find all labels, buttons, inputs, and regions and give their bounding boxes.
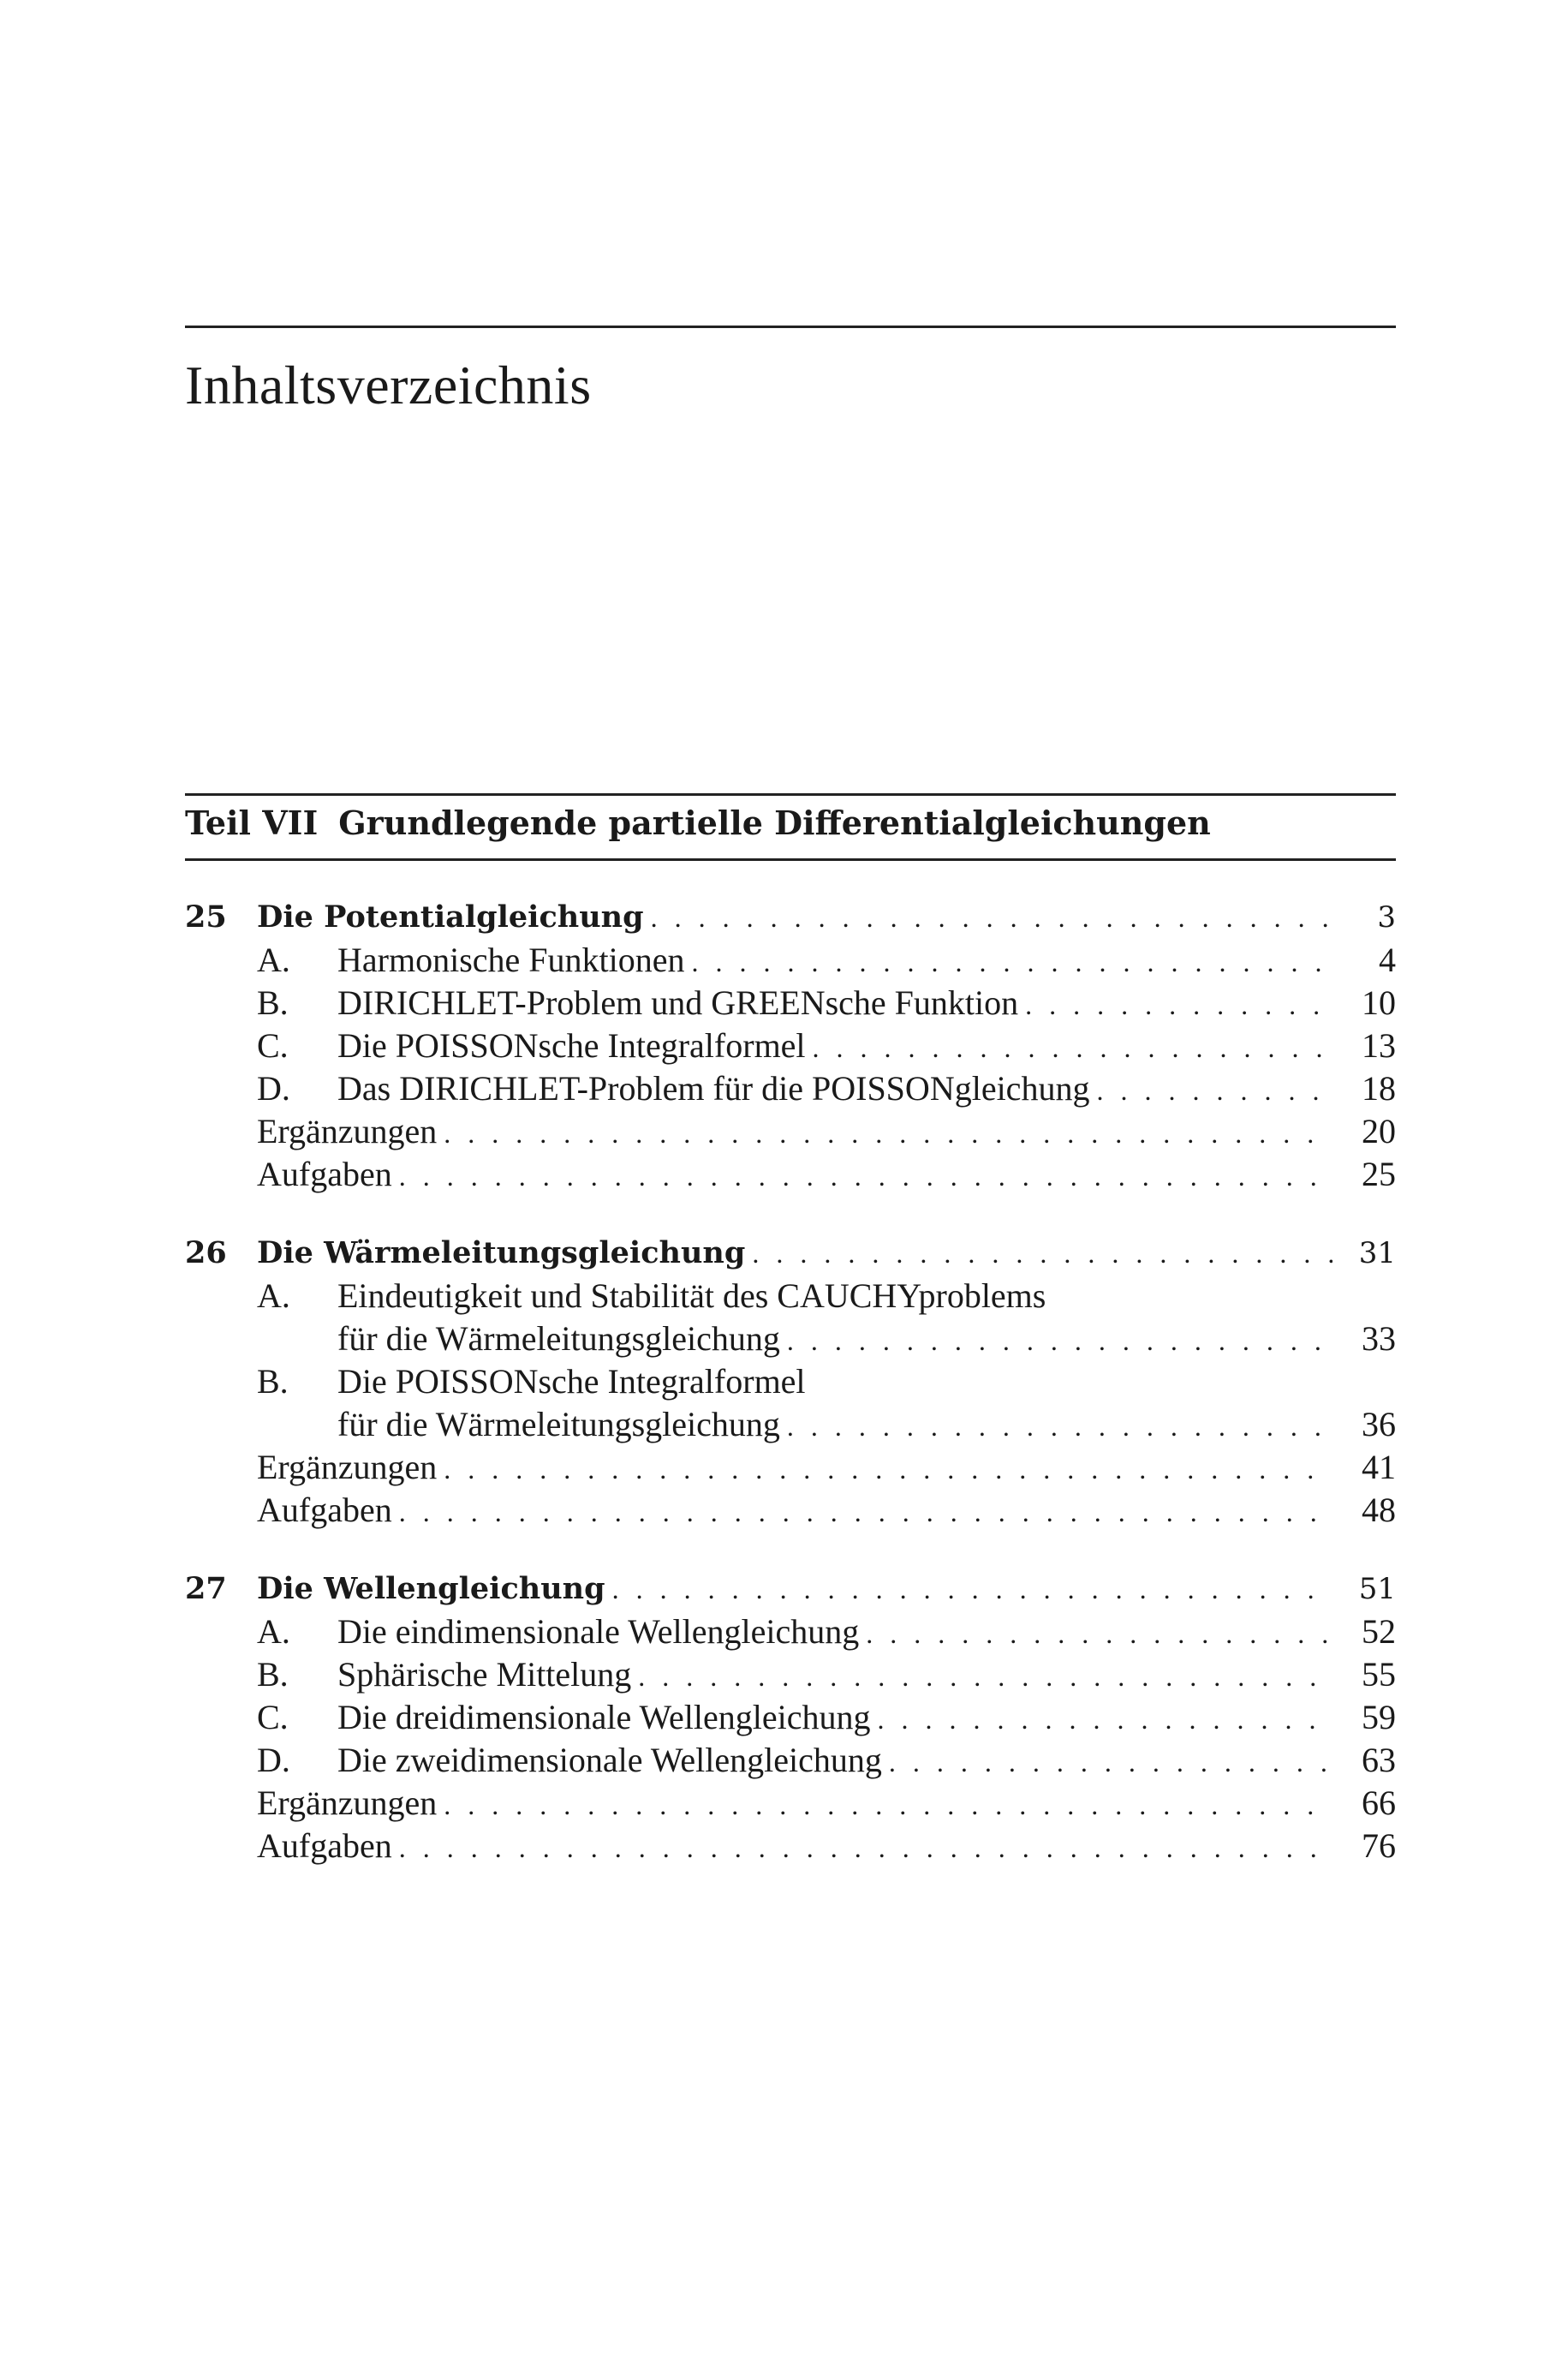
toc-entry[interactable] xyxy=(185,1782,1396,1825)
part-heading xyxy=(185,804,1211,842)
page-number: 36 xyxy=(1362,1405,1396,1443)
page-number: 18 xyxy=(1362,1069,1396,1108)
dot-leader xyxy=(399,1491,1333,1533)
toc-entry[interactable] xyxy=(185,1739,1396,1782)
dot-leader xyxy=(444,1784,1333,1826)
page-number: 41 xyxy=(1362,1448,1396,1486)
dot-leader xyxy=(612,1568,1333,1610)
page-number: 33 xyxy=(1362,1319,1396,1358)
page-number: 48 xyxy=(1362,1491,1396,1529)
dot-leader xyxy=(752,1232,1333,1275)
dot-leader xyxy=(638,1655,1333,1698)
extra-title: Ergänzungen xyxy=(257,1784,438,1822)
toc-entry[interactable] xyxy=(185,1446,1396,1489)
section-title: DIRICHLET-Problem und GREENsche Funktion xyxy=(337,983,1019,1022)
toc-entry-continuation[interactable] xyxy=(185,1403,1396,1446)
toc-entry[interactable] xyxy=(185,1025,1396,1067)
extra-title: Ergänzungen xyxy=(257,1112,438,1150)
page-title: Inhaltsverzeichnis xyxy=(185,355,592,415)
toc-entry[interactable] xyxy=(185,1275,1396,1317)
chapter-number: 26 xyxy=(185,1235,227,1270)
chapter-26 xyxy=(185,1232,1396,1532)
section-title: Die POISSONsche Integralformel xyxy=(337,1026,806,1065)
section-letter: C. xyxy=(257,1026,289,1065)
toc-entry[interactable] xyxy=(185,1489,1396,1532)
section-title: Die POISSONsche Integralformel xyxy=(337,1362,806,1401)
toc-entry-continuation[interactable] xyxy=(185,1317,1396,1360)
page-number: 76 xyxy=(1362,1826,1396,1865)
toc-entry[interactable] xyxy=(185,1153,1396,1196)
page-number: 63 xyxy=(1362,1741,1396,1779)
section-letter: B. xyxy=(257,1655,289,1694)
part-top-rule xyxy=(185,793,1396,796)
page-number: 13 xyxy=(1362,1026,1396,1065)
chapter-title: Die Potentialgleichung xyxy=(257,899,644,935)
extra-title: Aufgaben xyxy=(257,1826,392,1865)
chapter-25 xyxy=(185,896,1396,1196)
dot-leader xyxy=(878,1698,1333,1741)
part-title: Grundlegende partielle Differentialgleichungen xyxy=(338,804,1211,842)
page-number: 20 xyxy=(1362,1112,1396,1150)
dot-leader xyxy=(399,1155,1333,1198)
page-number: 31 xyxy=(1358,1236,1396,1270)
extra-title: Aufgaben xyxy=(257,1155,392,1193)
page-number: 51 xyxy=(1358,1572,1396,1606)
dot-leader xyxy=(787,1405,1333,1448)
dot-leader xyxy=(692,941,1333,983)
section-title-continuation: für die Wärmeleitungsgleichung xyxy=(337,1405,780,1443)
toc-entry[interactable] xyxy=(185,982,1396,1025)
section-letter: C. xyxy=(257,1698,289,1736)
dot-leader xyxy=(866,1612,1333,1655)
extra-title: Ergänzungen xyxy=(257,1448,438,1486)
section-title: Die zweidimensionale Wellengleichung xyxy=(337,1741,882,1779)
toc-entry[interactable] xyxy=(185,1067,1396,1110)
section-title: Eindeutigkeit und Stabilität des CAUCHYproblems xyxy=(337,1276,1046,1315)
part-bottom-rule xyxy=(185,858,1396,861)
dot-leader xyxy=(1025,983,1333,1026)
page-number: 10 xyxy=(1362,983,1396,1022)
section-title: Sphärische Mittelung xyxy=(337,1655,632,1694)
part-label: Teil VII xyxy=(185,804,319,842)
section-letter: D. xyxy=(257,1069,290,1108)
dot-leader xyxy=(813,1026,1333,1069)
section-letter: B. xyxy=(257,983,289,1022)
chapter-title: Die Wärmeleitungsgleichung xyxy=(257,1235,746,1270)
chapter-heading[interactable] xyxy=(185,896,1396,939)
page-number: 52 xyxy=(1362,1612,1396,1651)
extra-title: Aufgaben xyxy=(257,1491,392,1529)
dot-leader xyxy=(444,1448,1333,1491)
chapter-27 xyxy=(185,1568,1396,1867)
chapter-heading[interactable] xyxy=(185,1232,1396,1275)
dot-leader xyxy=(399,1826,1333,1869)
section-title: Die dreidimensionale Wellengleichung xyxy=(337,1698,871,1736)
page-number: 3 xyxy=(1377,900,1396,935)
section-letter: A. xyxy=(257,1612,290,1651)
table-of-contents xyxy=(185,896,1396,1867)
dot-leader xyxy=(1096,1069,1333,1112)
section-title: Die eindimensionale Wellengleichung xyxy=(337,1612,860,1651)
toc-entry[interactable] xyxy=(185,1360,1396,1403)
dot-leader xyxy=(444,1112,1333,1155)
top-rule xyxy=(185,326,1396,328)
page-number: 66 xyxy=(1362,1784,1396,1822)
dot-leader xyxy=(787,1319,1333,1362)
toc-entry[interactable] xyxy=(185,1825,1396,1867)
section-title: Das DIRICHLET-Problem für die POISSONgleichung xyxy=(337,1069,1090,1108)
dot-leader xyxy=(889,1741,1333,1784)
section-title-continuation: für die Wärmeleitungsgleichung xyxy=(337,1319,780,1358)
toc-entry[interactable] xyxy=(185,1610,1396,1653)
page-number: 4 xyxy=(1379,941,1396,979)
chapter-heading[interactable] xyxy=(185,1568,1396,1610)
page-number: 59 xyxy=(1362,1698,1396,1736)
toc-entry[interactable] xyxy=(185,1696,1396,1739)
dot-leader xyxy=(651,896,1333,939)
section-letter: A. xyxy=(257,941,290,979)
section-letter: D. xyxy=(257,1741,290,1779)
chapter-title: Die Wellengleichung xyxy=(257,1571,605,1606)
chapter-number: 27 xyxy=(185,1571,227,1606)
page-number: 55 xyxy=(1362,1655,1396,1694)
chapter-number: 25 xyxy=(185,899,227,935)
page-number: 25 xyxy=(1362,1155,1396,1193)
toc-entry[interactable] xyxy=(185,1653,1396,1696)
toc-entry[interactable] xyxy=(185,1110,1396,1153)
section-letter: A. xyxy=(257,1276,290,1315)
toc-entry[interactable] xyxy=(185,939,1396,982)
section-title: Harmonische Funktionen xyxy=(337,941,685,979)
section-letter: B. xyxy=(257,1362,289,1401)
